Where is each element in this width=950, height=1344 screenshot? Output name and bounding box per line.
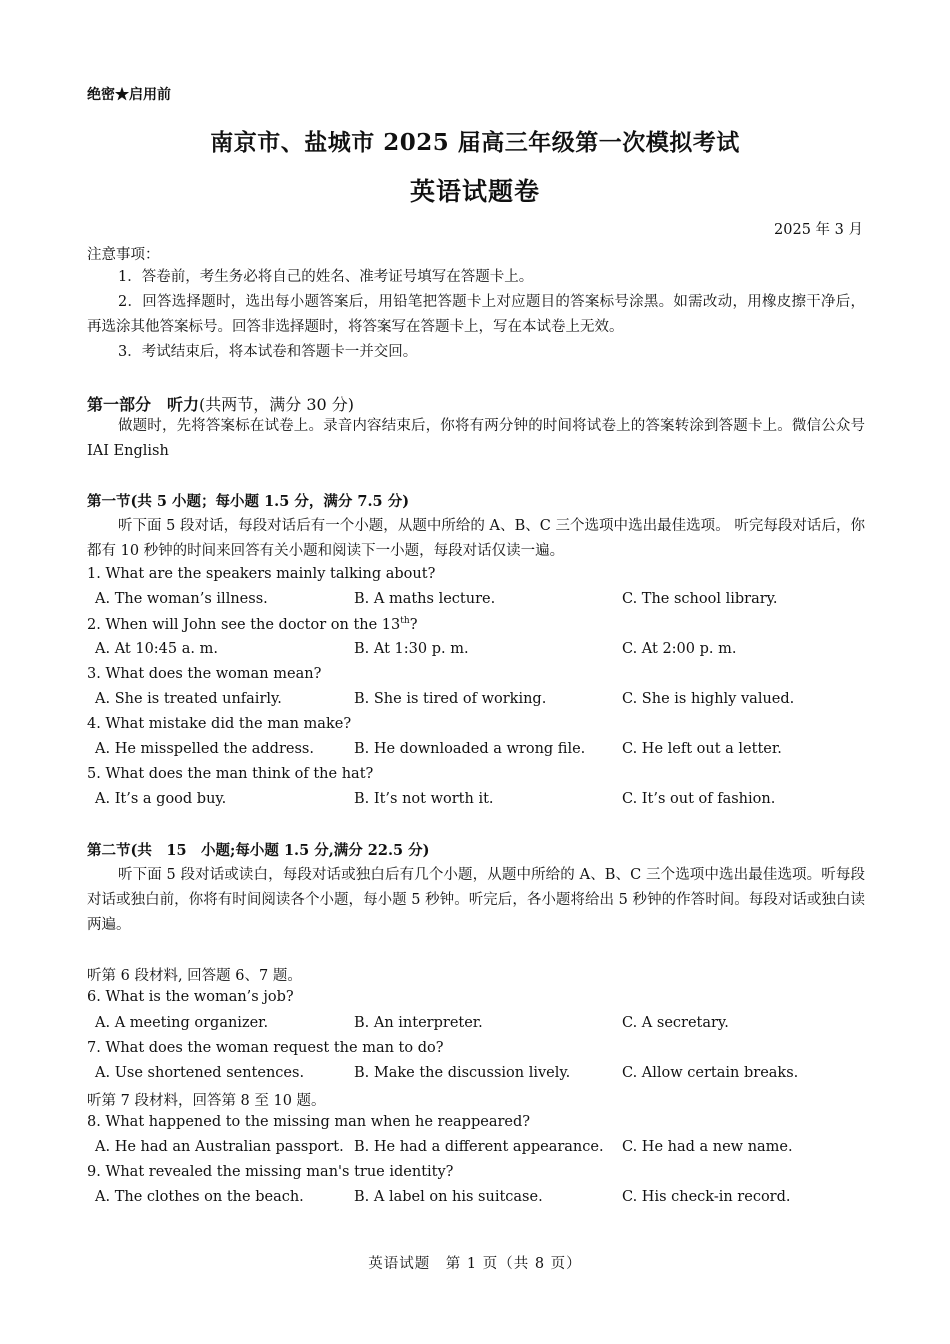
material-7-label: 听第 7 段材料，回答第 8 至 10 题。 xyxy=(87,1093,326,1109)
exam-subtitle: 英语试题卷 xyxy=(409,177,540,206)
question-8: 8. What happened to the missing man when he reappeared? xyxy=(87,1114,531,1130)
q7-option-b: B. Make the discussion lively. xyxy=(354,1065,571,1081)
q1-option-b: B. A maths lecture. xyxy=(354,591,496,607)
part1-heading xyxy=(87,392,354,415)
q2-superscript: th xyxy=(400,616,410,626)
q2-option-a: A. At 10:45 a. m. xyxy=(95,641,218,657)
q9-option-c: C. His check-in record. xyxy=(622,1189,791,1205)
q8-option-c: C. He had a new name. xyxy=(622,1139,793,1155)
question-6: 6. What is the woman’s job? xyxy=(87,989,294,1005)
q2-text: 2. When will John see the doctor on the 13 xyxy=(87,616,401,633)
q2-option-b: B. At 1:30 p. m. xyxy=(354,641,469,657)
q9-option-a: A. The clothes on the beach. xyxy=(95,1189,304,1205)
q7-option-c: C. Allow certain breaks. xyxy=(622,1065,799,1081)
notice-heading: 注意事项： xyxy=(87,247,160,263)
q1-option-a: A. The woman’s illness. xyxy=(95,591,268,607)
q5-option-c: C. It’s out of fashion. xyxy=(622,791,776,807)
q6-option-a: A. A meeting organizer. xyxy=(95,1015,269,1031)
notice-item-2: 2．回答选择题时，选出每小题答案后，用铅笔把答题卡上对应题目的答案标号涂黑。如需改动，用橡皮擦干净后，再选涂其他答案标号。回答非选择题时，将答案写在答题卡上，写在本试卷上无效。 xyxy=(87,294,865,335)
notice-item-3: 3．考试结束后，将本试卷和答题卡一并交回。 xyxy=(118,344,418,360)
q2-option-c: C. At 2:00 p. m. xyxy=(622,641,737,657)
confidential-label: 绝密★启用前 xyxy=(87,87,171,103)
q7-option-a: A. Use shortened sentences. xyxy=(95,1065,305,1081)
part1-points: (共两节，满分 30 分) xyxy=(199,395,355,414)
question-9: 9. What revealed the missing man's true identity? xyxy=(87,1164,454,1180)
question-2 xyxy=(87,616,417,633)
q6-option-c: C. A secretary. xyxy=(622,1015,729,1031)
section1-title: 第一节(共 5 小题；每小题 1.5 分，满分 7.5 分) xyxy=(87,493,410,510)
part1-instruction: 做题时，先将答案标在试卷上。录音内容结束后，你将有两分钟的时间将试卷上的答案转涂到答题卡上。微信公众号 IAI English xyxy=(87,418,865,459)
material-6-label: 听第 6 段材料, 回答题 6、7 题。 xyxy=(87,968,302,984)
q1-option-c: C. The school library. xyxy=(622,591,778,607)
q9-option-b: B. A label on his suitcase. xyxy=(354,1189,543,1205)
question-3: 3. What does the woman mean? xyxy=(87,666,322,682)
exam-title: 南京市、盐城市 2025 届高三年级第一次模拟考试 xyxy=(210,129,740,156)
q8-option-b: B. He had a different appearance. xyxy=(354,1139,604,1155)
exam-date: 2025 年 3 月 xyxy=(774,222,863,238)
q5-option-b: B. It’s not worth it. xyxy=(354,791,494,807)
question-5: 5. What does the man think of the hat? xyxy=(87,766,374,782)
q3-option-c: C. She is highly valued. xyxy=(622,691,795,707)
q5-option-a: A. It’s a good buy. xyxy=(95,791,227,807)
q6-option-b: B. An interpreter. xyxy=(354,1015,483,1031)
question-1: 1. What are the speakers mainly talking about? xyxy=(87,566,436,582)
section2-title: 第二节(共 15 小题;每小题 1.5 分,满分 22.5 分) xyxy=(87,842,430,859)
question-7: 7. What does the woman request the man to do? xyxy=(87,1040,444,1056)
part1-title: 第一部分 听力 xyxy=(87,395,200,414)
q4-option-a: A. He misspelled the address. xyxy=(95,741,314,757)
question-4: 4. What mistake did the man make? xyxy=(87,716,352,732)
q4-option-c: C. He left out a letter. xyxy=(622,741,782,757)
q4-option-b: B. He downloaded a wrong file. xyxy=(354,741,586,757)
q3-option-b: B. She is tired of working. xyxy=(354,691,547,707)
q2-tail: ? xyxy=(409,616,418,633)
q8-option-a: A. He had an Australian passport. xyxy=(95,1139,344,1155)
page-footer: 英语试题 第 1 页（共 8 页） xyxy=(368,1256,582,1272)
q3-option-a: A. She is treated unfairly. xyxy=(95,691,282,707)
section1-instruction: 听下面 5 段对话，每段对话后有一个小题，从题中所给的 A、B、C 三个选项中选出最佳选项。 听完每段对话后，你都有 10 秒钟的时间来回答有关小题和阅读下一小题，每段对话仅读一遍。 xyxy=(87,518,865,559)
notice-item-1: 1．答卷前，考生务必将自己的姓名、准考证号填写在答题卡上。 xyxy=(118,269,534,285)
section2-instruction: 听下面 5 段对话或读白，每段对话或独白后有几个小题，从题中所给的 A、B、C 三个选项中选出最佳选项。听每段对话或独白前，你将有时间阅读各个小题，每小题 5 秒钟。听完后，各小题将给出 5 秒钟的作答时间。每段对话或独白读两遍。 xyxy=(87,867,865,933)
